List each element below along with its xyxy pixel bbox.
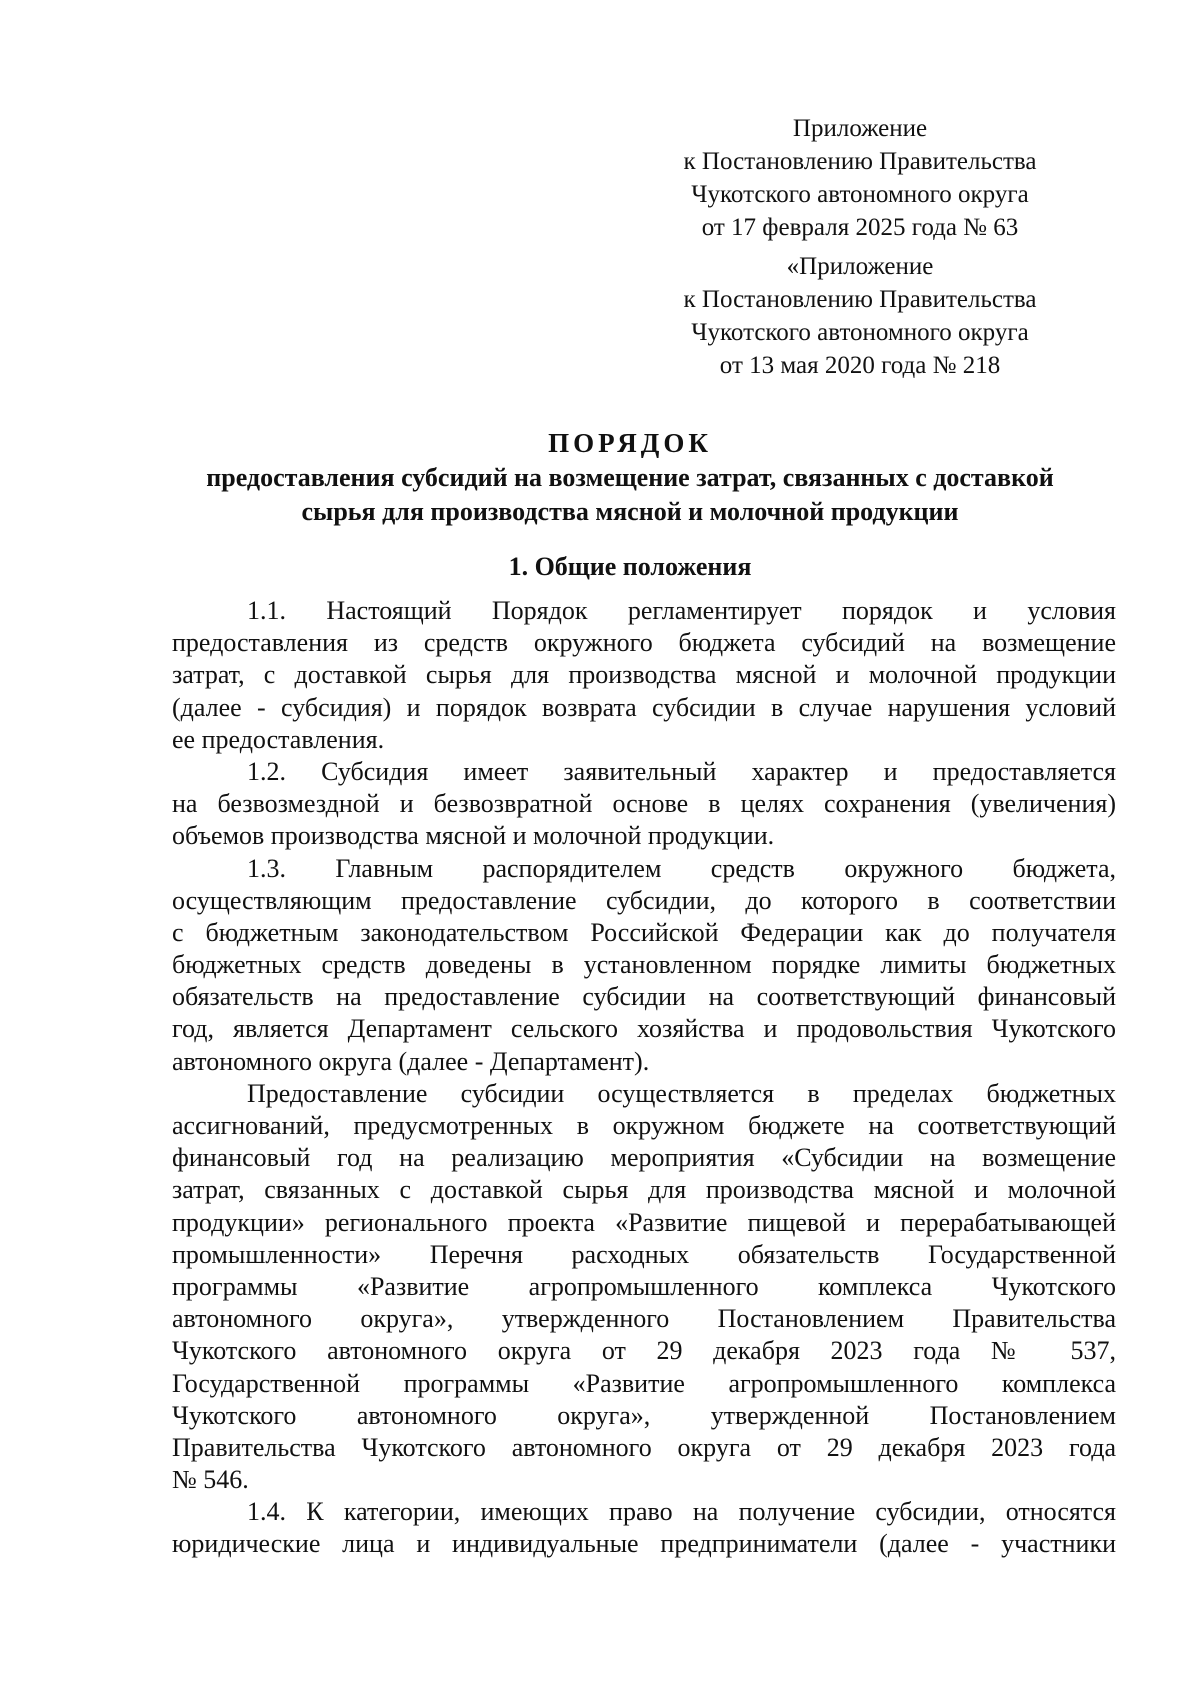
body-line: осуществляющим предоставление субсидии, до которого в соответствии — [172, 885, 1116, 915]
body-text — [172, 595, 1116, 1561]
appendix-current-block — [660, 112, 1060, 244]
document-subtitle — [150, 461, 1110, 529]
appendix-original-line: от 13 мая 2020 года № 218 — [719, 352, 1001, 379]
appendix-current-line: к Постановлению Правительства — [683, 148, 1037, 175]
body-line: Чукотского автономного округа», утвержденной Постановлением — [172, 1400, 1116, 1430]
body-line: Правительства Чукотского автономного округа от 29 декабря 2023 года — [172, 1432, 1116, 1462]
appendix-current-line: от 17 февраля 2025 года № 63 — [701, 214, 1019, 241]
appendix-original-line: Чукотского автономного округа — [691, 319, 1029, 346]
body-line: затрат, с доставкой сырья для производства мясной и молочной продукции — [172, 660, 1116, 690]
body-line: 1.2. Субсидия имеет заявительный характер и предоставляется — [247, 756, 1116, 786]
document-subtitle-line: сырья для производства мясной и молочной продукции — [301, 497, 959, 526]
body-line: финансовый год на реализацию мероприятия «Субсидии на возмещение — [172, 1143, 1116, 1173]
body-line: бюджетных средств доведены в установленном порядке лимиты бюджетных — [172, 950, 1116, 980]
body-line: 1.3. Главным распорядителем средств окружного бюджета, — [247, 853, 1116, 883]
body-line: год, является Департамент сельского хозяйства и продовольствия Чукотского — [172, 1014, 1116, 1044]
body-line: с бюджетным законодательством Российской Федерации как до получателя — [172, 917, 1116, 947]
body-line: обязательств на предоставление субсидии на соответствующий финансовый — [172, 982, 1116, 1012]
section-heading: 1. Общие положения — [508, 552, 752, 581]
body-line: (далее - субсидия) и порядок возврата субсидии в случае нарушения условий — [172, 692, 1116, 722]
body-line: предоставления из средств окружного бюджета субсидий на возмещение — [172, 628, 1116, 658]
appendix-original-block — [660, 250, 1060, 382]
body-line: объемов производства мясной и молочной продукции. — [172, 821, 775, 851]
appendix-original-line: «Приложение — [786, 253, 934, 280]
body-line: на безвозмездной и безвозвратной основе в целях сохранения (увеличения) — [172, 789, 1116, 819]
body-line: ассигнований, предусмотренных в окружном бюджете на соответствующий — [172, 1111, 1116, 1140]
appendix-current-line: Приложение — [792, 115, 928, 142]
body-line: продукции» регионального проекта «Развитие пищевой и перерабатывающей — [172, 1207, 1116, 1237]
body-line: № 546. — [172, 1465, 249, 1495]
body-line: автономного округа», утвержденного Постановлением Правительства — [172, 1304, 1116, 1334]
body-line: ее предоставления. — [172, 724, 385, 754]
body-line: 1.4. К категории, имеющих право на получение субсидии, относятся — [247, 1497, 1116, 1527]
body-line: затрат, связанных с доставкой сырья для производства мясной и молочной — [172, 1175, 1116, 1205]
body-line: 1.1. Настоящий Порядок регламентирует порядок и условия — [247, 596, 1116, 625]
body-line: программы «Развитие агропромышленного комплекса Чукотского — [172, 1271, 1116, 1301]
body-line: промышленности» Перечня расходных обязательств Государственной — [172, 1239, 1116, 1269]
body-line: юридические лица и индивидуальные предприниматели (далее - участники — [172, 1529, 1116, 1559]
appendix-original-line: к Постановлению Правительства — [683, 286, 1037, 313]
document-title: ПОРЯДОК — [548, 428, 712, 458]
appendix-current-line: Чукотского автономного округа — [691, 181, 1029, 208]
body-line: Чукотского автономного округа от 29 декабря 2023 года № 537, — [172, 1336, 1116, 1366]
body-line: Предоставление субсидии осуществляется в пределах бюджетных — [247, 1078, 1116, 1108]
body-line: автономного округа (далее - Департамент). — [172, 1046, 650, 1076]
document-subtitle-line: предоставления субсидий на возмещение затрат, связанных с доставкой — [206, 463, 1054, 492]
body-line: Государственной программы «Развитие агропромышленного комплекса — [172, 1368, 1116, 1398]
